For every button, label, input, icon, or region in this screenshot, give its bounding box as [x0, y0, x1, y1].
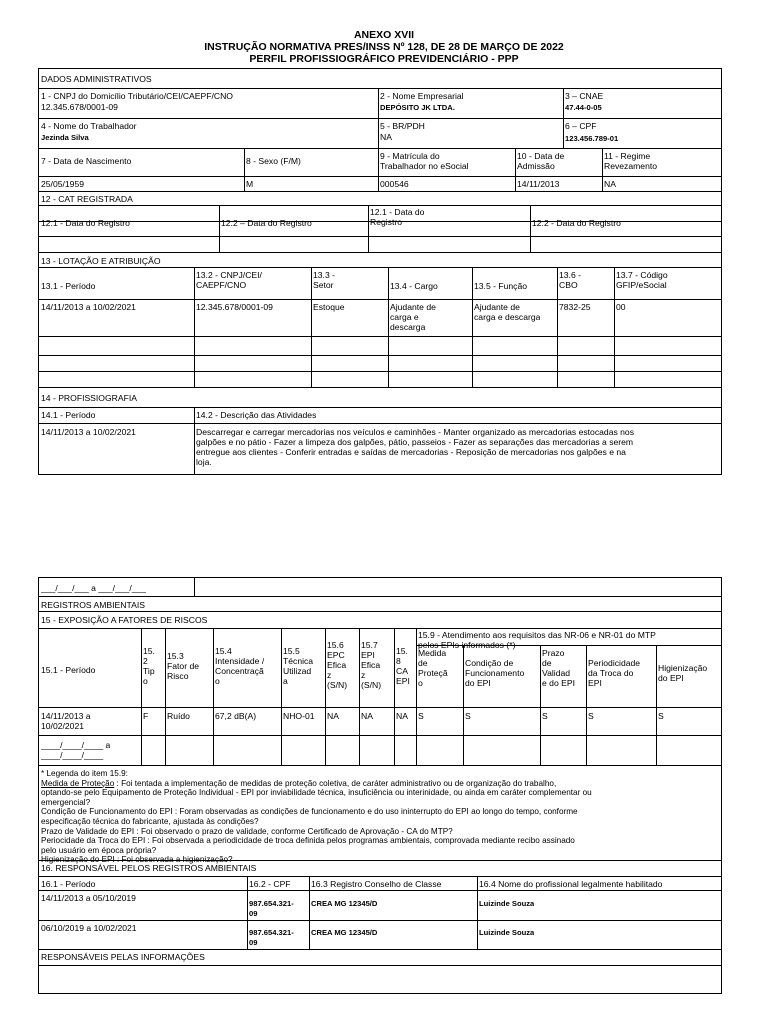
lotacao-cnpj-value: 12.345.678/0001-09	[196, 302, 273, 312]
exp-fator-header: 15.3 Fator de Risco	[167, 651, 200, 681]
ppp-form-page1	[38, 68, 722, 475]
resp-row2-cpf: 987.654.321- 09	[249, 928, 294, 947]
resp-row1-periodo: 14/11/2013 a 05/10/2019	[41, 893, 136, 903]
company-name-label: 2 - Nome Empresarial	[380, 91, 464, 101]
exp-row1-epi: NA	[361, 711, 373, 721]
resp-row2-nome: Luizinde Souza	[479, 928, 535, 937]
exp-ca-header: 15. 8 CA EPI	[396, 646, 410, 686]
resp-row1-nome: Luizinde Souza	[479, 899, 535, 908]
cat-col1-label: 12.1 - Data do Registro	[41, 218, 130, 228]
br-pdh-value: NA	[380, 132, 392, 142]
company-name-value: DEPÓSITO JK LTDA.	[380, 103, 455, 112]
exp-epc-header: 15.6 EPC Efica z (S/N)	[327, 640, 348, 690]
cat-section-title: 12 - CAT REGISTRADA	[41, 194, 133, 204]
shift-regime-value: NA	[604, 179, 616, 189]
exposicao-section-title: 15 - EXPOSIÇÃO A FATORES DE RISCOS	[41, 615, 208, 625]
lotacao-setor-header: 13.3 - Setor	[313, 270, 335, 290]
sex-label: 8 - Sexo (F/M)	[246, 156, 301, 166]
cpf-label: 6 – CPF	[565, 121, 597, 131]
registros-ambientais-title: REGISTROS AMBIENTAIS	[41, 600, 145, 610]
resp-row2-periodo: 06/10/2019 a 10/02/2021	[41, 923, 137, 933]
exp-row2-periodo: ____/____/____ a ____/____/____	[41, 740, 111, 760]
worker-name-value: Jezinda Silva	[41, 133, 89, 142]
exp-condicao-header: Condição de Funcionamento do EPI	[465, 658, 525, 688]
doc-header-line2: INSTRUÇÃO NORMATIVA PRES/INSS Nº 128, DE 28 DE MARÇO DE 2022	[204, 41, 564, 53]
profissiografia-section-title: 14 - PROFISSIOGRAFIA	[41, 393, 137, 403]
cnae-label: 3 – CNAE	[565, 91, 604, 101]
cat-col2-label: 12.2 – Data do Registro	[221, 218, 312, 228]
resp-nome-header: 16.4 Nome do profissional legalmente habilitado	[479, 879, 663, 889]
doc-header-line3: PERFIL PROFISSIOGRÁFICO PREVIDENCIÁRIO - PPP	[249, 53, 519, 65]
esocial-registration-label: 9 - Matrícula do Trabalhador no eSocial	[380, 151, 469, 171]
exp-159-header: 15.9 - Atendimento aos requisitos das NR-06 e NR-01 do MTP pelos EPIs informados (*)	[418, 630, 656, 650]
admission-date-value: 14/11/2013	[517, 179, 560, 189]
exp-epi-header: 15.7 EPI Efica z (S/N)	[361, 640, 382, 690]
lotacao-gfip-header: 13.7 - Código GFIP/eSocial	[616, 270, 668, 290]
exp-row1-intensidade: 67,2 dB(A)	[215, 711, 257, 721]
exp-row1-ca: NA	[396, 711, 408, 721]
cnpj-value: 12.345.678/0001-09	[41, 102, 118, 112]
lotacao-gfip-value: 00	[616, 302, 626, 312]
exp-tecnica-header: 15.5 Técnica Utilizad a	[283, 646, 314, 686]
admin-section-title: DADOS ADMINISTRATIVOS	[41, 74, 152, 84]
exp-row1-fator: Ruído	[167, 711, 190, 721]
lotacao-funcao-header: 13.5 - Função	[474, 281, 528, 291]
worker-name-label: 4 - Nome do Trabalhador	[41, 121, 137, 131]
responsaveis-informacoes-title: RESPONSÁVEIS PELAS INFORMAÇÕES	[41, 952, 205, 962]
date-range-blank: ___/___/___ a ___/___/___	[41, 583, 147, 593]
exp-row1-medida: S	[418, 711, 424, 721]
lotacao-cargo-header: 13.4 - Cargo	[390, 281, 438, 291]
exp-row1-higienizacao: S	[658, 711, 664, 721]
shift-regime-label: 11 - Regime Revezamento	[604, 151, 658, 171]
resp-periodo-header: 16.1 - Período	[41, 879, 96, 889]
exp-row1-epc: NA	[327, 711, 339, 721]
exp-periodicidade-header: Periodicidade da Troca do EPI	[588, 658, 641, 688]
br-pdh-label: 5 - BR/PDH	[380, 121, 425, 131]
prof-periodo-header: 14.1 - Período	[41, 410, 96, 420]
exp-row1-tecnica: NHO-01	[283, 711, 315, 721]
legend-15-9: * Legenda do item 15.9: Medida de Proteção : Foi tentada a implementação de medidas de proteção coletiva, de caráter administrativo ou de organização do trabalho, optando-se pelo Equipamento de Proteção Individual - EPI por inviabilidade técnica, insuficiência ou interinidade, ou ainda em caráter complementar ou emergencial? Condição de Funcionamento do EPI : Foram observadas as condições de funcionamento e do uso ininterrupto do EPI ao longo do tempo, conforme especificação técnica do fabricante, ajustada às condições? Prazo de Validade do EPI : Foi observado o prazo de validade, conforme Certificado de Aprovação - CA do MTP? Periocidade da Troca do EPI : Foi observada a periodicidade de troca definida pelos programas ambientais, comprovada mediante recibo assinado pelo usuário em época própria? Higienização do EPI : Foi observada a higienização?	[41, 769, 592, 865]
exp-higienizacao-header: Higienização do EPI	[658, 663, 708, 683]
exp-intensidade-header: 15.4 Intensidade / Concentraçã o	[215, 646, 265, 686]
lotacao-cargo-value: Ajudante de carga e descarga	[390, 302, 436, 332]
exp-row1-periodo: 14/11/2013 a 10/02/2021	[41, 711, 91, 731]
lotacao-cnpj-header: 13.2 - CNPJ/CEI/ CAEPF/CNO	[196, 270, 262, 290]
exp-medida-header: Medida de Proteçã o	[418, 648, 448, 688]
lotacao-cbo-header: 13.6 - CBO	[559, 270, 581, 290]
prof-descricao-value: Descarregar e carregar mercadorias nos veículos e caminhões - Manter organizado as mercadorias estocadas nos galpões e no pátio - Fazer a limpeza dos galpões, pátio, passeios - Fazer as separações das mercadorias a serem entregue aos clientes - Conferir entradas e saídas de mercadorias - Reposição de mercadorias nos galpões e na loja.	[196, 427, 635, 467]
ppp-form-page2	[38, 577, 722, 994]
lotacao-setor-value: Estoque	[313, 302, 345, 312]
exp-tipo-header: 15. 2 Tip o	[143, 646, 155, 686]
exp-periodo-header: 15.1 - Período	[41, 665, 96, 675]
lotacao-periodo-header: 13.1 - Período	[41, 281, 96, 291]
lotacao-cbo-value: 7832-25	[559, 302, 591, 312]
cpf-value: 123.456.789-01	[565, 134, 619, 143]
cat-col3-label: 12.1 - Data do Registro	[370, 207, 425, 227]
cat-col4-label: 12.2 - Data do Registro	[532, 218, 621, 228]
exp-prazo-header: Prazo de Validad e do EPI	[542, 648, 575, 688]
resp-row1-crea: CREA MG 12345/D	[311, 899, 378, 908]
birth-date-value: 25/05/1959	[41, 179, 85, 189]
resp-conselho-header: 16.3 Registro Conselho de Classe	[311, 879, 442, 889]
esocial-registration-value: 000546	[380, 179, 409, 189]
prof-periodo-value: 14/11/2013 a 10/02/2021	[41, 427, 136, 437]
exp-row1-tipo: F	[143, 711, 149, 721]
admission-date-label: 10 - Data de Admissão	[517, 151, 565, 171]
exp-row1-periodicidade: S	[588, 711, 594, 721]
responsavel-section-title: 16. RESPONSÁVEL PELOS REGISTROS AMBIENTAIS	[41, 863, 257, 873]
lotacao-periodo-value: 14/11/2013 a 10/02/2021	[41, 302, 136, 312]
lotacao-section-title: 13 - LOTAÇÃO E ATRIBUIÇÃO	[41, 256, 161, 266]
cnpj-label: 1 - CNPJ do Domicílio Tributário/CEI/CAEPF/CNO	[41, 91, 233, 101]
exp-row1-condicao: S	[465, 711, 471, 721]
prof-descricao-header: 14.2 - Descrição das Atividades	[196, 410, 317, 420]
resp-cpf-header: 16.2 - CPF	[249, 879, 291, 889]
resp-row2-crea: CREA MG 12345/D	[311, 928, 378, 937]
resp-row1-cpf: 987.654.321- 09	[249, 899, 294, 918]
exp-row1-prazo: S	[542, 711, 548, 721]
sex-value: M	[246, 179, 254, 189]
doc-header-line1: ANEXO XVII	[353, 29, 415, 41]
cnae-value: 47.44-0-05	[565, 103, 602, 112]
lotacao-funcao-value: Ajudante de carga e descarga	[474, 302, 541, 322]
birth-date-label: 7 - Data de Nascimento	[41, 156, 132, 166]
